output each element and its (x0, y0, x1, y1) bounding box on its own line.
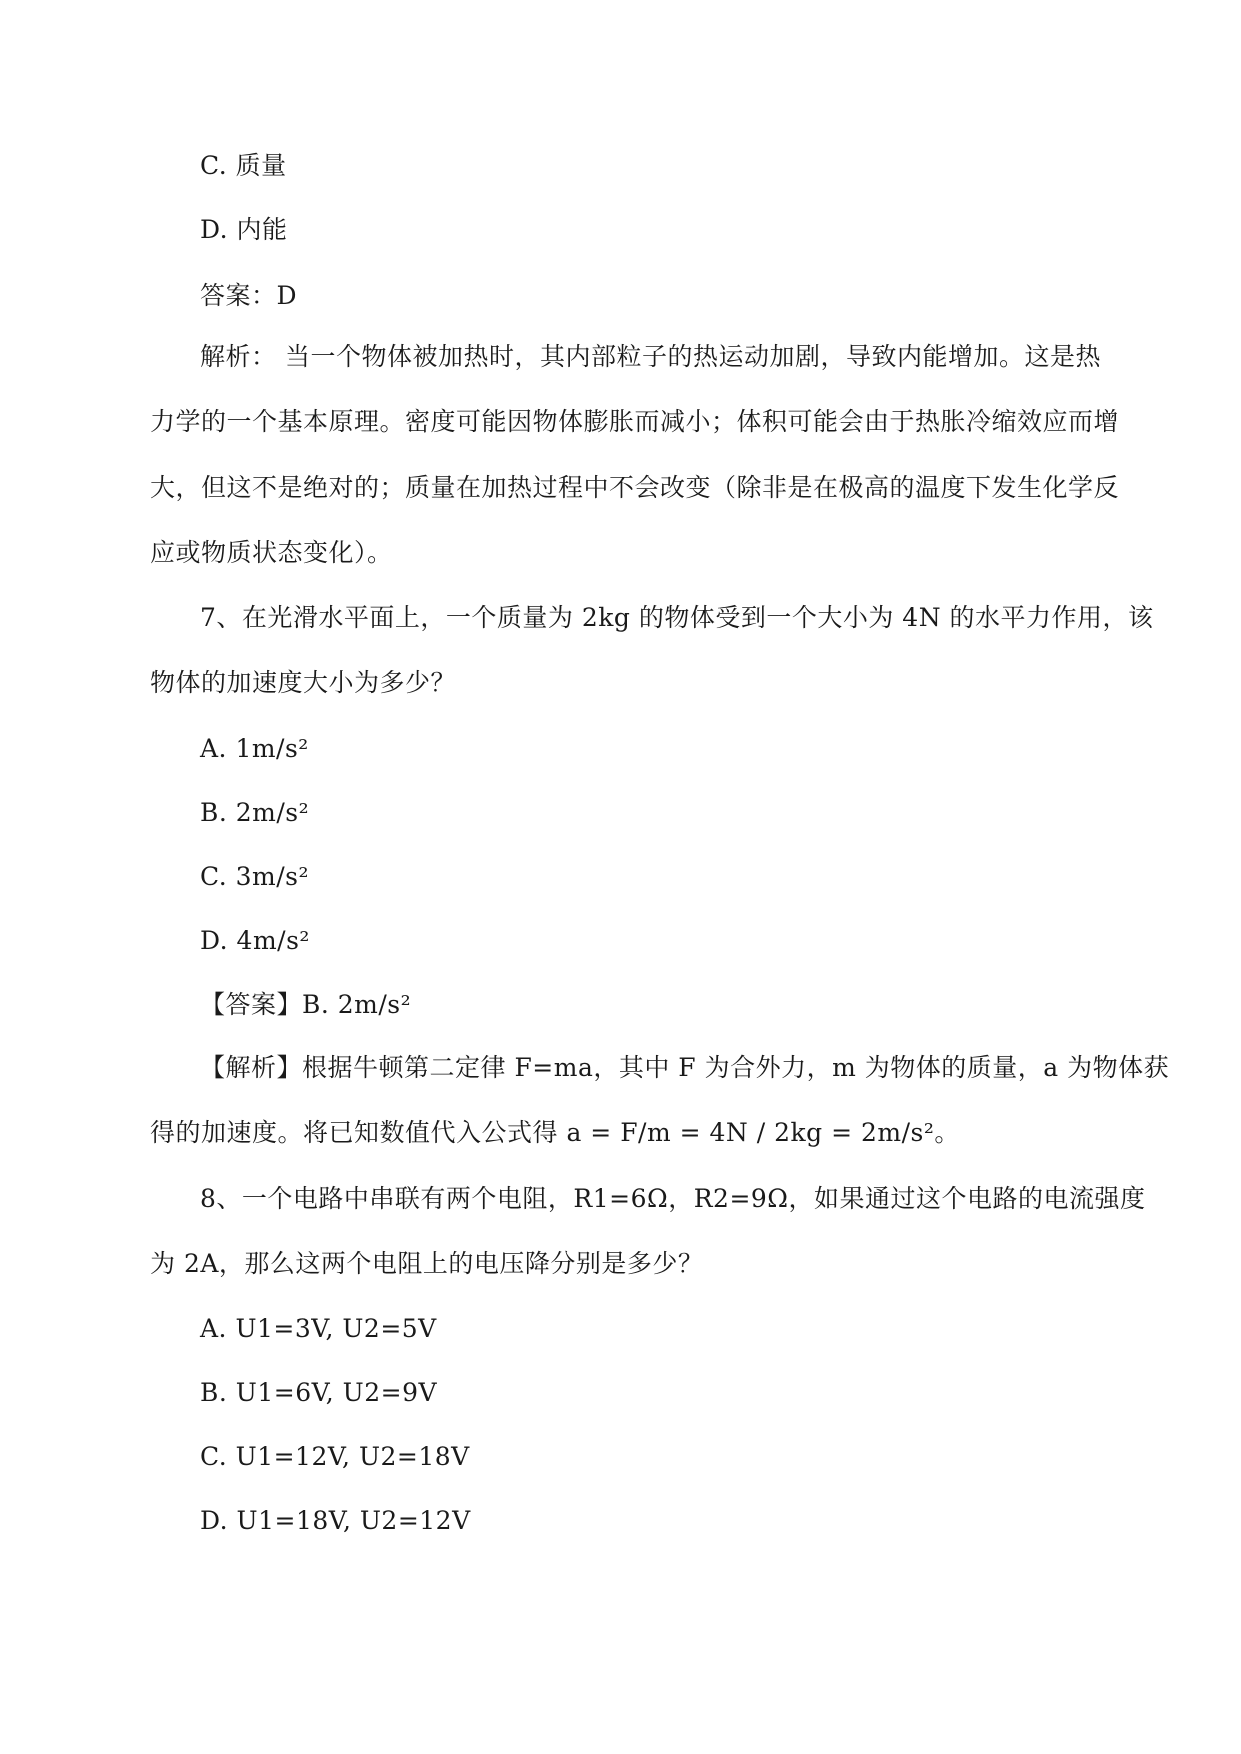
q7-option-d: D. 4m/s² (200, 926, 310, 955)
q7-option-c: C. 3m/s² (200, 862, 310, 891)
q8-question-line-1: 8、一个电路中串联有两个电阻，R1=6Ω，R2=9Ω，如果通过这个电路的电流强度 (200, 1184, 1146, 1213)
q6-answer: 答案：D (200, 281, 298, 310)
q6-explanation-line-3: 大，但这不是绝对的；质量在加热过程中不会改变（除非是在极高的温度下发生化学反 (150, 473, 1120, 502)
q6-explanation-line-4: 应或物质状态变化）。 (150, 538, 393, 567)
q8-option-b: B. U1=6V, U2=9V (200, 1378, 438, 1407)
q8-question-line-2: 为 2A，那么这两个电阻上的电压降分别是多少？ (150, 1249, 704, 1278)
q6-option-d: D. 内能 (200, 215, 288, 244)
q8-option-d: D. U1=18V, U2=12V (200, 1506, 471, 1535)
q6-explanation-line-1: 解析： 当一个物体被加热时，其内部粒子的热运动加剧，导致内能增加。这是热 (200, 342, 1101, 371)
q7-explanation-line-2: 得的加速度。将已知数值代入公式得 a = F/m = 4N / 2kg = 2m/s²。 (150, 1118, 960, 1147)
q7-explanation-line-1: 【解析】根据牛顿第二定律 F=ma，其中 F 为合外力，m 为物体的质量，a 为物体获 (200, 1053, 1170, 1082)
q7-question-line-2: 物体的加速度大小为多少？ (150, 668, 457, 697)
q7-option-b: B. 2m/s² (200, 798, 310, 827)
q6-option-c: C. 质量 (200, 151, 287, 180)
q7-answer: 【答案】B. 2m/s² (200, 990, 412, 1019)
q7-question-line-1: 7、在光滑水平面上，一个质量为 2kg 的物体受到一个大小为 4N 的水平力作用，该 (200, 603, 1154, 632)
q8-option-c: C. U1=12V, U2=18V (200, 1442, 470, 1471)
q6-explanation-line-2: 力学的一个基本原理。密度可能因物体膨胀而减小；体积可能会由于热胀冷缩效应而增 (150, 407, 1120, 436)
q7-option-a: A. 1m/s² (200, 734, 309, 763)
q8-option-a: A. U1=3V, U2=5V (200, 1314, 437, 1343)
